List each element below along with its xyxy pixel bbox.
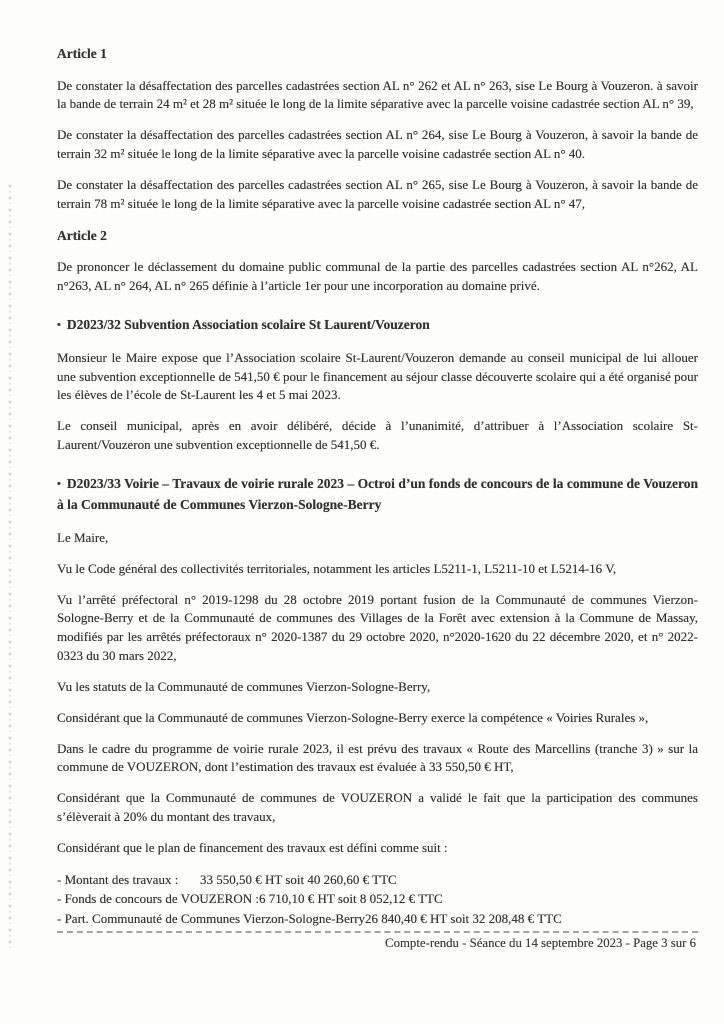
financing-plan bbox=[57, 870, 698, 929]
financing-value: 33 550,50 € HT soit 40 260,60 € TTC bbox=[200, 871, 397, 887]
deliberation-d2023-32-title: D2023/32 Subvention Association scolaire St Laurent/Vouzeron bbox=[66, 316, 430, 332]
paragraph: Monsieur le Maire expose que l’Association scolaire St-Laurent/Vouzeron demande au conseil municipal de lui allouer une subvention exceptionnelle de 541,50 € pour le financement au séjour classe découverte scolaire qui a été organisé pour les élèves de l’école de St-Laurent les 4 et 5 mai 2023. bbox=[57, 349, 698, 403]
paragraph: Le Maire, bbox=[57, 529, 109, 545]
paragraph: Vu le Code général des collectivités territoriales, notamment les articles L5211-1, L5211-10 et L5214-16 V, bbox=[57, 560, 617, 576]
article-2-heading: Article 2 bbox=[57, 227, 107, 243]
bullet-icon: • bbox=[57, 318, 61, 331]
financing-value: 6 710,10 € HT soit 8 052,12 € TTC bbox=[258, 891, 443, 907]
paragraph: Considérant que le plan de financement des travaux est défini comme suit : bbox=[57, 839, 448, 855]
financing-row bbox=[57, 909, 698, 929]
deliberation-d2023-32-section bbox=[57, 315, 698, 455]
paragraph: Le conseil municipal, après en avoir délibéré, décide à l’unanimité, d’attribuer à l’Association scolaire St-Laurent/Vouzeron une subvention exceptionnelle de 541,50 €. bbox=[57, 418, 698, 453]
deliberation-d2023-33-section bbox=[57, 474, 698, 858]
paragraph: De constater la désaffectation des parcelles cadastrées section AL n° 264, sise Le Bourg à Vouzeron, à savoir la bande de terrain 32 m² située le long de la limite séparative avec la parcelle voisine cadastrée section AL n° 40. bbox=[57, 127, 698, 162]
paragraph: Considérant que la Communauté de communes Vierzon-Sologne-Berry exerce la compétence « Voiries Rurales », bbox=[57, 709, 649, 725]
financing-value: 26 840,40 € HT soit 32 208,48 € TTC bbox=[365, 910, 562, 926]
article-1-heading: Article 1 bbox=[57, 46, 107, 61]
deliberation-d2023-32-heading bbox=[57, 315, 698, 336]
paragraph: Dans le cadre du programme de voirie rurale 2023, il est prévu des travaux « Route des Marcellins (tranche 3) » sur la commune de VOUZERON, dont l’estimation des travaux est évaluée à 33 550,50 € HT, bbox=[57, 740, 698, 775]
financing-label: - Part. Communauté de Communes Vierzon-Sologne-Berry bbox=[57, 910, 366, 926]
paragraph: De constater la désaffectation des parcelles cadastrées section AL n° 265, sise Le Bourg à Vouzeron, à savoir la bande de terrain 78 m² située le long de la limite séparative avec la parcelle voisine cadastrée section AL n° 47, bbox=[57, 176, 698, 211]
article-2-section bbox=[57, 226, 698, 296]
financing-label: - Fonds de concours de VOUZERON : bbox=[57, 891, 259, 907]
left-margin-scan-artifact bbox=[9, 185, 11, 950]
paragraph: Considérant que la Communauté de communes de VOUZERON a validé le fait que la participation des communes s’élèverait à 20% du montant des travaux, bbox=[57, 790, 698, 825]
paragraph: Vu l’arrêté préfectoral n° 2019-1298 du 28 octobre 2019 portant fusion de la Communauté de communes Vierzon-Sologne-Berry et de la Communauté de communes des Villages de la Forêt avec extension à la Commune de Massay, modifiés par les arrêtés préfectoraux n° 2020-1387 du 29 octobre 2020, n°2020-1620 du 22 décembre 2020, et n° 2022-0323 du 30 mars 2022, bbox=[57, 591, 698, 664]
footer-divider bbox=[57, 931, 698, 933]
paragraph: De prononcer le déclassement du domaine public communal de la partie des parcelles cadastrées section AL n°262, AL n°263, AL n° 264, AL n° 265 définie à l’article 1er pour une incorporation au domaine privé. bbox=[57, 259, 698, 294]
deliberation-d2023-33-heading bbox=[57, 474, 698, 516]
deliberation-d2023-33-title: D2023/33 Voirie – Travaux de voirie rurale 2023 – Octroi d’un fonds de concours de la commune de Vouzeron à la Communauté de Communes Vierzon-Sologne-Berry bbox=[57, 476, 698, 512]
article-1-section bbox=[57, 44, 698, 214]
financing-label: - Montant des travaux : bbox=[57, 871, 179, 887]
paragraph: De constater la désaffectation des parcelles cadastrées section AL n° 262 et AL n° 263, sise Le Bourg à Vouzeron. à savoir la bande de terrain 24 m² et 28 m² située le long de la limite séparative avec la parcelle voisine cadastrée section AL n° 39, bbox=[57, 77, 698, 112]
bullet-icon: • bbox=[57, 478, 61, 491]
financing-row bbox=[57, 870, 698, 890]
paragraph: Vu les statuts de la Communauté de communes Vierzon-Sologne-Berry, bbox=[57, 678, 431, 694]
financing-row bbox=[57, 889, 698, 909]
page-footer-text: Compte-rendu - Séance du 14 septembre 2023 - Page 3 sur 6 bbox=[385, 936, 696, 951]
